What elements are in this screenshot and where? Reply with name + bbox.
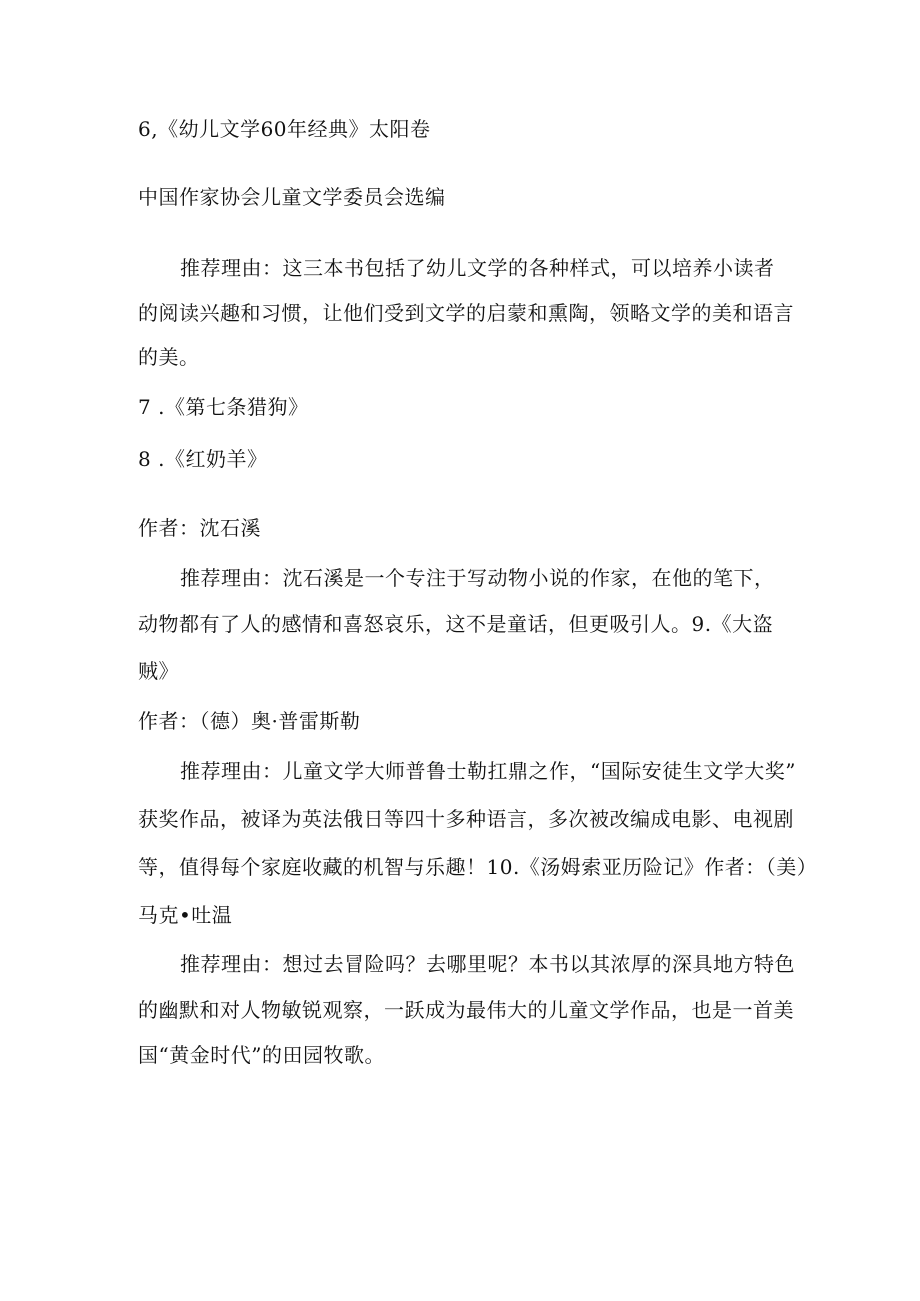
book-9-author: 作者：（德）奥·普雷斯勒 bbox=[138, 709, 361, 733]
book-9-reason-line-1: 推荐理由：儿童文学大师普鲁士勒扛鼎之作，“国际安徒生文学大奖” bbox=[180, 759, 796, 783]
book-7-title: 7 .《第七条猎狗》 bbox=[138, 395, 309, 419]
book-10-reason-line-3: 国“黄金时代”的田园牧歌。 bbox=[138, 1043, 385, 1067]
book-6-reason-line-1: 推荐理由：这三本书包括了幼儿文学的各种样式，可以培养小读者 bbox=[180, 256, 775, 280]
book-9-title-cont: 贼》 bbox=[138, 659, 179, 683]
book-8-reason-line-2: 动物都有了人的感情和喜怒哀乐，这不是童话，但更吸引人。9.《大盗 bbox=[138, 612, 774, 636]
book-8-reason-line-1: 推荐理由：沈石溪是一个专注于写动物小说的作家，在他的笔下， bbox=[180, 566, 775, 590]
book-9-reason-line-2: 获奖作品，被译为英法俄日等四十多种语言，多次被改编成电影、电视剧 bbox=[138, 807, 794, 831]
book-6-reason-line-3: 的美。 bbox=[138, 345, 200, 369]
book-6-reason-line-2: 的阅读兴趣和习惯，让他们受到文学的启蒙和熏陶，领略文学的美和语言 bbox=[138, 301, 794, 325]
book-6-editor: 中国作家协会儿童文学委员会选编 bbox=[138, 185, 446, 209]
book-8-author: 作者：沈石溪 bbox=[138, 516, 261, 540]
book-9-reason-line-3: 等，值得每个家庭收藏的机智与乐趣！10.《汤姆索亚历险记》作者：（美） bbox=[138, 855, 818, 879]
book-8-title: 8 .《红奶羊》 bbox=[138, 447, 268, 471]
book-10-reason-line-1: 推荐理由：想过去冒险吗？去哪里呢？本书以其浓厚的深具地方特色 bbox=[180, 952, 795, 976]
book-10-author-cont: 马克•吐温 bbox=[138, 903, 233, 927]
book-10-reason-line-2: 的幽默和对人物敏锐观察，一跃成为最伟大的儿童文学作品，也是一首美 bbox=[138, 998, 794, 1022]
book-6-title: 6,《幼儿文学60年经典》太阳卷 bbox=[138, 117, 431, 141]
